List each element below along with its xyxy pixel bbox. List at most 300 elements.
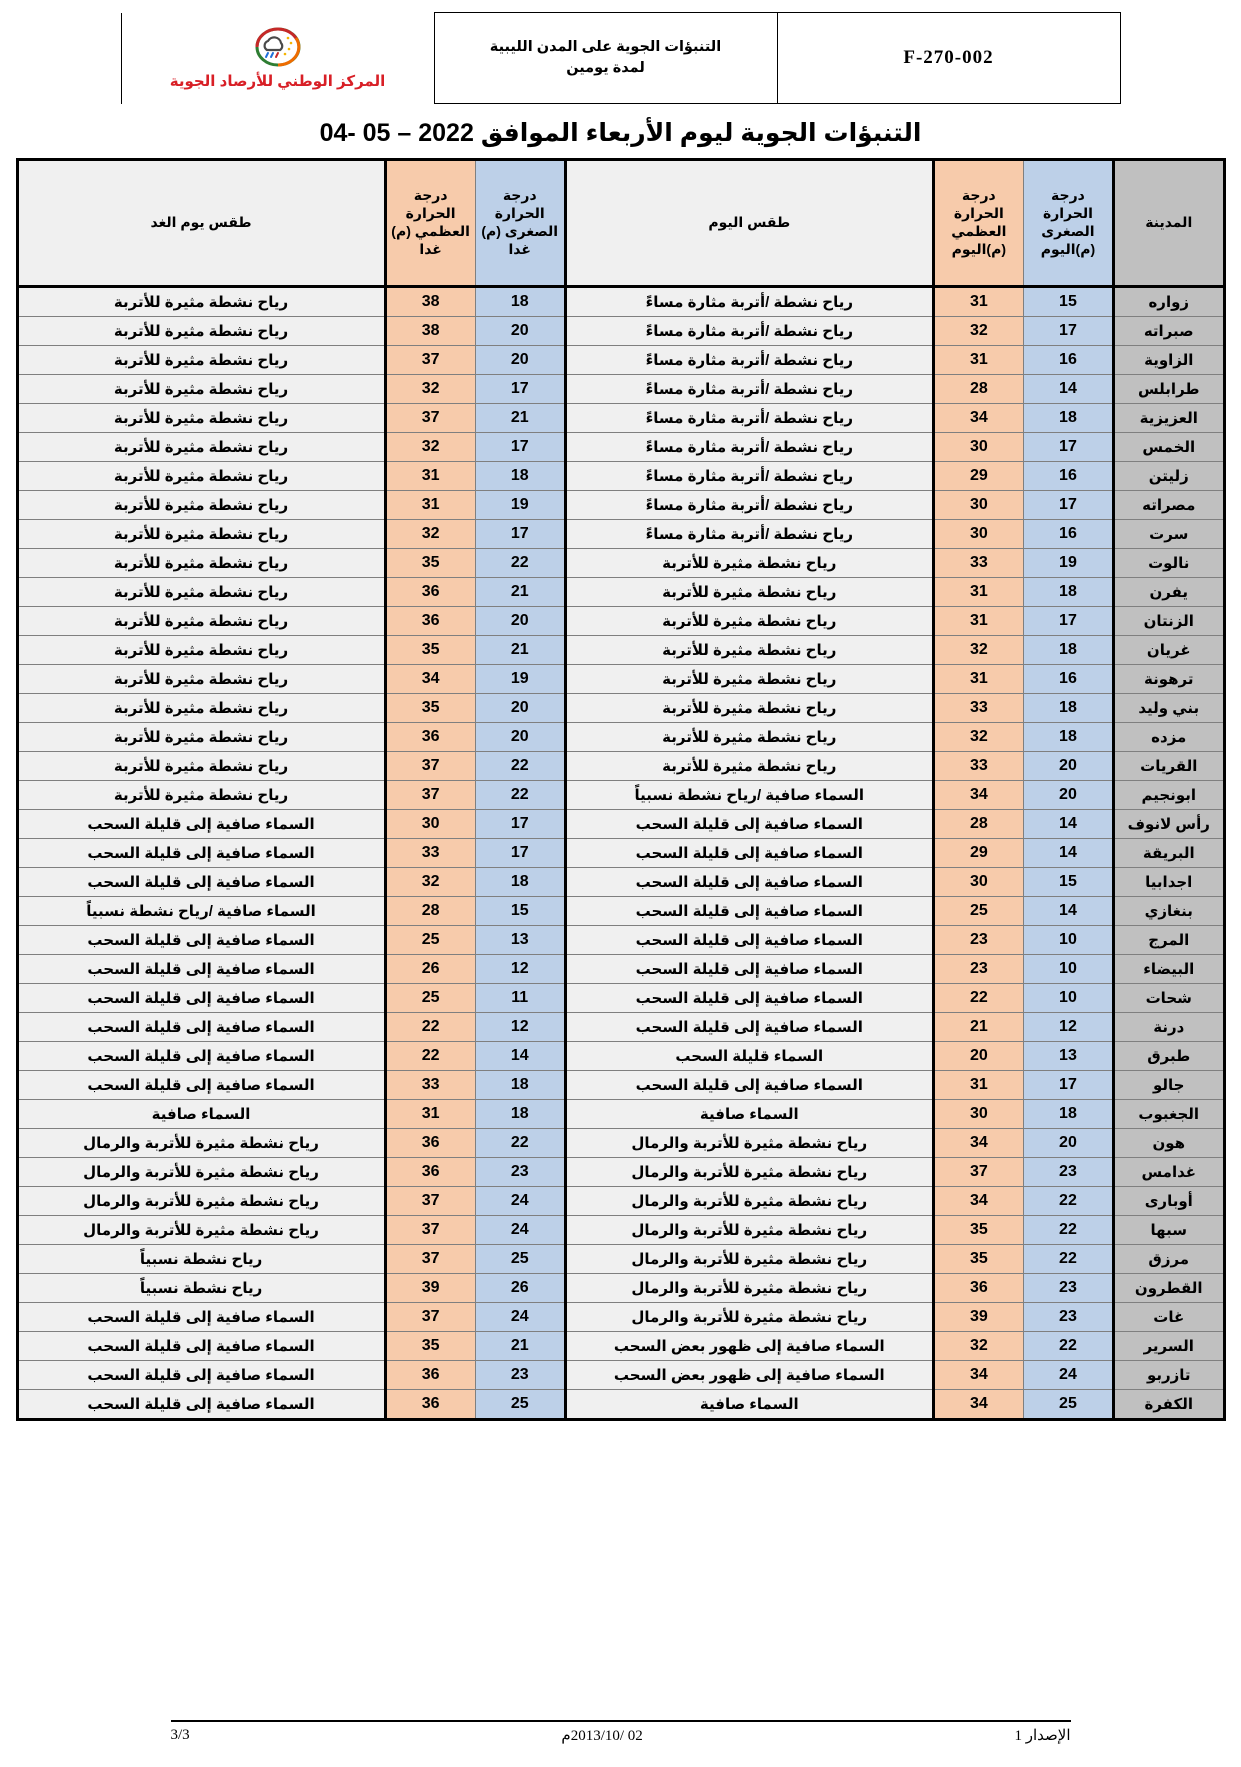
cell-max-temp-tomorrow: 32 bbox=[385, 433, 475, 462]
column-header-min-temp-tomorrow: درجة الحرارة الصغرى (م) غدا bbox=[475, 160, 565, 287]
table-row bbox=[17, 549, 1224, 578]
cell-max-temp-tomorrow: 36 bbox=[385, 1361, 475, 1390]
cell-min-temp-tomorrow: 13 bbox=[475, 926, 565, 955]
cell-weather-today: رياح نشطة مثيرة للأتربة والرمال bbox=[565, 1187, 933, 1216]
cell-city: القريات bbox=[1114, 752, 1225, 781]
cell-weather-tomorrow: رياح نشطة مثيرة للأتربة bbox=[17, 462, 385, 491]
table-row bbox=[17, 1216, 1224, 1245]
cell-min-temp-today: 22 bbox=[1023, 1332, 1113, 1361]
cell-max-temp-tomorrow: 22 bbox=[385, 1042, 475, 1071]
cell-weather-today: السماء صافية إلى قليلة السحب bbox=[565, 926, 933, 955]
cell-min-temp-tomorrow: 21 bbox=[475, 578, 565, 607]
cell-max-temp-today: 32 bbox=[933, 723, 1023, 752]
cell-max-temp-today: 31 bbox=[933, 607, 1023, 636]
table-row bbox=[17, 1245, 1224, 1274]
cell-min-temp-tomorrow: 17 bbox=[475, 375, 565, 404]
table-row bbox=[17, 1071, 1224, 1100]
cell-min-temp-today: 18 bbox=[1023, 723, 1113, 752]
cell-min-temp-tomorrow: 20 bbox=[475, 607, 565, 636]
cell-min-temp-tomorrow: 18 bbox=[475, 1071, 565, 1100]
cell-max-temp-tomorrow: 36 bbox=[385, 1129, 475, 1158]
cell-max-temp-tomorrow: 33 bbox=[385, 839, 475, 868]
cell-city: يفرن bbox=[1114, 578, 1225, 607]
cell-min-temp-tomorrow: 15 bbox=[475, 897, 565, 926]
cell-weather-tomorrow: رياح نشطة نسبياً bbox=[17, 1274, 385, 1303]
cell-max-temp-today: 34 bbox=[933, 1187, 1023, 1216]
cell-min-temp-today: 16 bbox=[1023, 665, 1113, 694]
cell-max-temp-today: 39 bbox=[933, 1303, 1023, 1332]
cell-min-temp-tomorrow: 24 bbox=[475, 1187, 565, 1216]
cell-min-temp-tomorrow: 18 bbox=[475, 868, 565, 897]
cell-weather-today: رياح نشطة /أتربة مثارة مساءً bbox=[565, 404, 933, 433]
cell-min-temp-tomorrow: 11 bbox=[475, 984, 565, 1013]
table-row bbox=[17, 1158, 1224, 1187]
cell-max-temp-tomorrow: 32 bbox=[385, 868, 475, 897]
cell-min-temp-today: 17 bbox=[1023, 607, 1113, 636]
table-row bbox=[17, 607, 1224, 636]
cell-weather-tomorrow: رياح نشطة مثيرة للأتربة bbox=[17, 491, 385, 520]
cell-weather-today: رياح نشطة مثيرة للأتربة والرمال bbox=[565, 1274, 933, 1303]
cell-max-temp-tomorrow: 31 bbox=[385, 1100, 475, 1129]
cell-weather-today: رياح نشطة مثيرة للأتربة bbox=[565, 549, 933, 578]
cell-weather-today: رياح نشطة مثيرة للأتربة والرمال bbox=[565, 1245, 933, 1274]
cell-max-temp-tomorrow: 35 bbox=[385, 549, 475, 578]
cell-min-temp-tomorrow: 24 bbox=[475, 1303, 565, 1332]
cell-weather-today: رياح نشطة مثيرة للأتربة bbox=[565, 636, 933, 665]
table-row bbox=[17, 810, 1224, 839]
cell-min-temp-today: 19 bbox=[1023, 549, 1113, 578]
weather-cloud-sun-logo-icon bbox=[255, 26, 301, 70]
cell-min-temp-tomorrow: 26 bbox=[475, 1274, 565, 1303]
cell-min-temp-today: 24 bbox=[1023, 1361, 1113, 1390]
cell-min-temp-tomorrow: 21 bbox=[475, 404, 565, 433]
cell-weather-tomorrow: رياح نشطة مثيرة للأتربة bbox=[17, 317, 385, 346]
cell-max-temp-today: 35 bbox=[933, 1245, 1023, 1274]
cell-city: غات bbox=[1114, 1303, 1225, 1332]
cell-weather-today: رياح نشطة مثيرة للأتربة bbox=[565, 665, 933, 694]
cell-city: سبها bbox=[1114, 1216, 1225, 1245]
footer-divider bbox=[171, 1720, 1071, 1722]
table-row bbox=[17, 462, 1224, 491]
cell-weather-today: رياح نشطة /أتربة مثارة مساءً bbox=[565, 375, 933, 404]
cell-city: الخمس bbox=[1114, 433, 1225, 462]
column-header-weather-tomorrow: طقس يوم الغد bbox=[17, 160, 385, 287]
cell-max-temp-today: 32 bbox=[933, 636, 1023, 665]
cell-city: البيضاء bbox=[1114, 955, 1225, 984]
cell-max-temp-tomorrow: 36 bbox=[385, 1390, 475, 1420]
cell-city: غدامس bbox=[1114, 1158, 1225, 1187]
cell-max-temp-today: 34 bbox=[933, 1129, 1023, 1158]
cell-min-temp-today: 23 bbox=[1023, 1274, 1113, 1303]
cell-max-temp-today: 32 bbox=[933, 1332, 1023, 1361]
cell-city: زليتن bbox=[1114, 462, 1225, 491]
cell-min-temp-today: 17 bbox=[1023, 1071, 1113, 1100]
cell-max-temp-today: 31 bbox=[933, 665, 1023, 694]
cell-weather-today: رياح نشطة /أتربة مثارة مساءً bbox=[565, 520, 933, 549]
cell-city: الكفرة bbox=[1114, 1390, 1225, 1420]
cell-city: اجدابيا bbox=[1114, 868, 1225, 897]
cell-weather-tomorrow: رياح نشطة مثيرة للأتربة bbox=[17, 752, 385, 781]
cell-max-temp-tomorrow: 36 bbox=[385, 723, 475, 752]
table-row bbox=[17, 404, 1224, 433]
header-description-cell bbox=[434, 13, 777, 104]
cell-min-temp-today: 10 bbox=[1023, 984, 1113, 1013]
table-row bbox=[17, 1013, 1224, 1042]
cell-max-temp-today: 34 bbox=[933, 404, 1023, 433]
cell-weather-tomorrow: رياح نشطة مثيرة للأتربة والرمال bbox=[17, 1158, 385, 1187]
cell-weather-today: رياح نشطة مثيرة للأتربة والرمال bbox=[565, 1216, 933, 1245]
table-row bbox=[17, 926, 1224, 955]
cell-max-temp-today: 30 bbox=[933, 1100, 1023, 1129]
cell-city: القطرون bbox=[1114, 1274, 1225, 1303]
cell-min-temp-today: 16 bbox=[1023, 520, 1113, 549]
cell-weather-today: رياح نشطة مثيرة للأتربة bbox=[565, 723, 933, 752]
cell-city: مرزق bbox=[1114, 1245, 1225, 1274]
cell-max-temp-tomorrow: 37 bbox=[385, 1187, 475, 1216]
cell-weather-tomorrow: رياح نشطة مثيرة للأتربة bbox=[17, 404, 385, 433]
cell-city: جالو bbox=[1114, 1071, 1225, 1100]
page-title-prefix: التنبؤات الجوية ليوم الأربعاء الموافق bbox=[480, 119, 922, 147]
table-row bbox=[17, 1332, 1224, 1361]
cell-weather-tomorrow: السماء صافية إلى قليلة السحب bbox=[17, 1071, 385, 1100]
cell-weather-tomorrow: رياح نشطة مثيرة للأتربة والرمال bbox=[17, 1129, 385, 1158]
cell-min-temp-tomorrow: 17 bbox=[475, 520, 565, 549]
cell-weather-tomorrow: السماء صافية إلى قليلة السحب bbox=[17, 1332, 385, 1361]
cell-city: بنغازي bbox=[1114, 897, 1225, 926]
cell-weather-today: رياح نشطة مثيرة للأتربة والرمال bbox=[565, 1129, 933, 1158]
cell-weather-tomorrow: رياح نشطة نسبياً bbox=[17, 1245, 385, 1274]
cell-min-temp-today: 17 bbox=[1023, 491, 1113, 520]
table-row bbox=[17, 984, 1224, 1013]
cell-weather-tomorrow: رياح نشطة مثيرة للأتربة bbox=[17, 549, 385, 578]
document-footer bbox=[171, 1720, 1071, 1745]
table-row bbox=[17, 1187, 1224, 1216]
cell-max-temp-tomorrow: 36 bbox=[385, 1158, 475, 1187]
page-title-date: 04- 05 – 2022 bbox=[319, 119, 474, 147]
cell-max-temp-tomorrow: 36 bbox=[385, 578, 475, 607]
column-header-min-temp-today: درجة الحرارة الصغرى (م)اليوم bbox=[1023, 160, 1113, 287]
cell-min-temp-today: 10 bbox=[1023, 955, 1113, 984]
cell-min-temp-today: 17 bbox=[1023, 433, 1113, 462]
cell-min-temp-today: 12 bbox=[1023, 1013, 1113, 1042]
table-row bbox=[17, 491, 1224, 520]
cell-max-temp-today: 34 bbox=[933, 1361, 1023, 1390]
column-header-weather-today: طقس اليوم bbox=[565, 160, 933, 287]
cell-weather-tomorrow: السماء صافية إلى قليلة السحب bbox=[17, 1303, 385, 1332]
cell-min-temp-tomorrow: 20 bbox=[475, 346, 565, 375]
table-row bbox=[17, 1129, 1224, 1158]
cell-min-temp-tomorrow: 22 bbox=[475, 1129, 565, 1158]
cell-max-temp-today: 22 bbox=[933, 984, 1023, 1013]
cell-city: الجغبوب bbox=[1114, 1100, 1225, 1129]
cell-min-temp-tomorrow: 22 bbox=[475, 549, 565, 578]
cell-city: ابونجيم bbox=[1114, 781, 1225, 810]
cell-min-temp-today: 20 bbox=[1023, 781, 1113, 810]
cell-weather-today: السماء صافية /رياح نشطة نسبياً bbox=[565, 781, 933, 810]
cell-weather-tomorrow: رياح نشطة مثيرة للأتربة bbox=[17, 433, 385, 462]
forecast-table bbox=[16, 158, 1226, 1421]
cell-city: درنة bbox=[1114, 1013, 1225, 1042]
form-code-cell bbox=[777, 13, 1120, 104]
table-row bbox=[17, 1361, 1224, 1390]
cell-max-temp-tomorrow: 32 bbox=[385, 520, 475, 549]
cell-weather-today: رياح نشطة /أتربة مثارة مساءً bbox=[565, 433, 933, 462]
cell-weather-today: السماء صافية إلى قليلة السحب bbox=[565, 839, 933, 868]
cell-weather-tomorrow: رياح نشطة مثيرة للأتربة bbox=[17, 346, 385, 375]
table-row bbox=[17, 346, 1224, 375]
cell-max-temp-tomorrow: 28 bbox=[385, 897, 475, 926]
table-row bbox=[17, 665, 1224, 694]
table-row bbox=[17, 781, 1224, 810]
cell-city: السرير bbox=[1114, 1332, 1225, 1361]
cell-min-temp-today: 14 bbox=[1023, 839, 1113, 868]
cell-city: هون bbox=[1114, 1129, 1225, 1158]
cell-max-temp-today: 23 bbox=[933, 955, 1023, 984]
cell-city: طبرق bbox=[1114, 1042, 1225, 1071]
table-row bbox=[17, 752, 1224, 781]
cell-min-temp-tomorrow: 22 bbox=[475, 781, 565, 810]
cell-min-temp-tomorrow: 18 bbox=[475, 462, 565, 491]
cell-weather-tomorrow: السماء صافية bbox=[17, 1100, 385, 1129]
cell-weather-today: السماء صافية إلى ظهور بعض السحب bbox=[565, 1361, 933, 1390]
cell-city: زواره bbox=[1114, 287, 1225, 317]
cell-min-temp-today: 22 bbox=[1023, 1245, 1113, 1274]
table-row bbox=[17, 839, 1224, 868]
cell-weather-tomorrow: السماء صافية إلى قليلة السحب bbox=[17, 955, 385, 984]
cell-min-temp-today: 16 bbox=[1023, 346, 1113, 375]
cell-max-temp-today: 31 bbox=[933, 346, 1023, 375]
header-description-line2: لمدة يومين bbox=[566, 60, 645, 76]
cell-min-temp-tomorrow: 20 bbox=[475, 694, 565, 723]
cell-max-temp-tomorrow: 22 bbox=[385, 1013, 475, 1042]
cell-city: سرت bbox=[1114, 520, 1225, 549]
cell-min-temp-tomorrow: 23 bbox=[475, 1158, 565, 1187]
cell-max-temp-today: 34 bbox=[933, 1390, 1023, 1420]
cell-weather-tomorrow: رياح نشطة مثيرة للأتربة bbox=[17, 287, 385, 317]
organization-cell bbox=[121, 13, 434, 104]
cell-max-temp-today: 33 bbox=[933, 694, 1023, 723]
cell-min-temp-tomorrow: 17 bbox=[475, 433, 565, 462]
cell-min-temp-today: 20 bbox=[1023, 752, 1113, 781]
table-row bbox=[17, 433, 1224, 462]
table-row bbox=[17, 1303, 1224, 1332]
cell-city: بني وليد bbox=[1114, 694, 1225, 723]
cell-max-temp-tomorrow: 37 bbox=[385, 781, 475, 810]
cell-city: شحات bbox=[1114, 984, 1225, 1013]
table-row bbox=[17, 578, 1224, 607]
cell-weather-today: رياح نشطة مثيرة للأتربة bbox=[565, 578, 933, 607]
cell-weather-tomorrow: السماء صافية إلى قليلة السحب bbox=[17, 1042, 385, 1071]
cell-min-temp-today: 14 bbox=[1023, 897, 1113, 926]
table-row bbox=[17, 897, 1224, 926]
header-description-line1: التنبؤات الجوية على المدن الليبية bbox=[489, 38, 722, 55]
footer-date: 02 /2013/10م bbox=[561, 1728, 643, 1744]
cell-weather-tomorrow: رياح نشطة مثيرة للأتربة bbox=[17, 723, 385, 752]
cell-max-temp-tomorrow: 30 bbox=[385, 810, 475, 839]
cell-min-temp-today: 22 bbox=[1023, 1187, 1113, 1216]
cell-max-temp-tomorrow: 33 bbox=[385, 1071, 475, 1100]
cell-city: الزاوية bbox=[1114, 346, 1225, 375]
cell-weather-today: السماء صافية إلى قليلة السحب bbox=[565, 1013, 933, 1042]
cell-min-temp-today: 13 bbox=[1023, 1042, 1113, 1071]
cell-city: ترهونة bbox=[1114, 665, 1225, 694]
cell-min-temp-tomorrow: 20 bbox=[475, 723, 565, 752]
cell-city: غريان bbox=[1114, 636, 1225, 665]
cell-weather-tomorrow: رياح نشطة مثيرة للأتربة bbox=[17, 694, 385, 723]
table-row bbox=[17, 1100, 1224, 1129]
cell-max-temp-today: 33 bbox=[933, 752, 1023, 781]
table-row bbox=[17, 287, 1224, 317]
cell-min-temp-today: 18 bbox=[1023, 578, 1113, 607]
cell-max-temp-today: 29 bbox=[933, 839, 1023, 868]
cell-max-temp-today: 30 bbox=[933, 491, 1023, 520]
table-row bbox=[17, 1042, 1224, 1071]
header-row bbox=[17, 160, 1224, 287]
page-title bbox=[0, 118, 1241, 148]
cell-min-temp-tomorrow: 21 bbox=[475, 636, 565, 665]
cell-min-temp-today: 25 bbox=[1023, 1390, 1113, 1420]
cell-weather-tomorrow: رياح نشطة مثيرة للأتربة bbox=[17, 520, 385, 549]
cell-city: أوبارى bbox=[1114, 1187, 1225, 1216]
cell-max-temp-today: 28 bbox=[933, 375, 1023, 404]
cell-max-temp-tomorrow: 37 bbox=[385, 404, 475, 433]
cell-max-temp-tomorrow: 39 bbox=[385, 1274, 475, 1303]
cell-min-temp-tomorrow: 17 bbox=[475, 810, 565, 839]
cell-weather-today: رياح نشطة مثيرة للأتربة والرمال bbox=[565, 1158, 933, 1187]
cell-max-temp-tomorrow: 34 bbox=[385, 665, 475, 694]
cell-max-temp-today: 31 bbox=[933, 578, 1023, 607]
table-row bbox=[17, 636, 1224, 665]
cell-city: نالوت bbox=[1114, 549, 1225, 578]
table-row bbox=[17, 955, 1224, 984]
cell-min-temp-today: 23 bbox=[1023, 1158, 1113, 1187]
cell-min-temp-today: 10 bbox=[1023, 926, 1113, 955]
cell-min-temp-tomorrow: 18 bbox=[475, 1100, 565, 1129]
cell-min-temp-today: 14 bbox=[1023, 810, 1113, 839]
cell-city: البريقة bbox=[1114, 839, 1225, 868]
cell-min-temp-today: 18 bbox=[1023, 636, 1113, 665]
cell-max-temp-today: 34 bbox=[933, 781, 1023, 810]
cell-weather-today: السماء صافية bbox=[565, 1100, 933, 1129]
table-row bbox=[17, 317, 1224, 346]
cell-weather-today: رياح نشطة /أتربة مثارة مساءً bbox=[565, 491, 933, 520]
forecast-table-body bbox=[17, 287, 1224, 1420]
cell-city: مصراته bbox=[1114, 491, 1225, 520]
cell-max-temp-tomorrow: 35 bbox=[385, 636, 475, 665]
cell-weather-tomorrow: السماء صافية إلى قليلة السحب bbox=[17, 810, 385, 839]
cell-min-temp-today: 23 bbox=[1023, 1303, 1113, 1332]
cell-max-temp-today: 25 bbox=[933, 897, 1023, 926]
cell-weather-tomorrow: رياح نشطة مثيرة للأتربة والرمال bbox=[17, 1187, 385, 1216]
cell-city: صبراته bbox=[1114, 317, 1225, 346]
cell-min-temp-tomorrow: 18 bbox=[475, 287, 565, 317]
cell-min-temp-tomorrow: 12 bbox=[475, 1013, 565, 1042]
document-header bbox=[121, 12, 1121, 104]
cell-max-temp-tomorrow: 37 bbox=[385, 1245, 475, 1274]
cell-max-temp-today: 23 bbox=[933, 926, 1023, 955]
column-header-max-temp-tomorrow: درجة الحرارة العظمي (م) غدا bbox=[385, 160, 475, 287]
cell-city: طرابلس bbox=[1114, 375, 1225, 404]
cell-max-temp-tomorrow: 25 bbox=[385, 984, 475, 1013]
cell-min-temp-tomorrow: 23 bbox=[475, 1361, 565, 1390]
cell-min-temp-tomorrow: 21 bbox=[475, 1332, 565, 1361]
cell-max-temp-today: 30 bbox=[933, 433, 1023, 462]
cell-weather-tomorrow: السماء صافية إلى قليلة السحب bbox=[17, 868, 385, 897]
cell-min-temp-today: 18 bbox=[1023, 1100, 1113, 1129]
cell-weather-today: السماء قليلة السحب bbox=[565, 1042, 933, 1071]
table-row bbox=[17, 723, 1224, 752]
column-header-max-temp-today: درجة الحرارة العظمي (م)اليوم bbox=[933, 160, 1023, 287]
cell-weather-today: رياح نشطة /أتربة مثارة مساءً bbox=[565, 317, 933, 346]
cell-min-temp-today: 14 bbox=[1023, 375, 1113, 404]
cell-max-temp-tomorrow: 37 bbox=[385, 752, 475, 781]
cell-min-temp-today: 20 bbox=[1023, 1129, 1113, 1158]
cell-weather-today: رياح نشطة مثيرة للأتربة bbox=[565, 607, 933, 636]
cell-max-temp-today: 33 bbox=[933, 549, 1023, 578]
cell-city: مزده bbox=[1114, 723, 1225, 752]
table-row bbox=[17, 1390, 1224, 1420]
cell-city: المرج bbox=[1114, 926, 1225, 955]
cell-weather-today: رياح نشطة مثيرة للأتربة bbox=[565, 752, 933, 781]
cell-min-temp-today: 18 bbox=[1023, 694, 1113, 723]
cell-min-temp-today: 18 bbox=[1023, 404, 1113, 433]
cell-weather-today: رياح نشطة /أتربة مثارة مساءً bbox=[565, 287, 933, 317]
cell-weather-tomorrow: رياح نشطة مثيرة للأتربة bbox=[17, 578, 385, 607]
cell-max-temp-today: 30 bbox=[933, 868, 1023, 897]
cell-max-temp-today: 20 bbox=[933, 1042, 1023, 1071]
cell-max-temp-today: 31 bbox=[933, 287, 1023, 317]
cell-weather-today: السماء صافية إلى قليلة السحب bbox=[565, 1071, 933, 1100]
cell-max-temp-tomorrow: 31 bbox=[385, 462, 475, 491]
cell-weather-today: السماء صافية bbox=[565, 1390, 933, 1420]
cell-city: رأس لانوف bbox=[1114, 810, 1225, 839]
cell-min-temp-today: 22 bbox=[1023, 1216, 1113, 1245]
cell-min-temp-tomorrow: 25 bbox=[475, 1390, 565, 1420]
cell-weather-tomorrow: رياح نشطة مثيرة للأتربة bbox=[17, 665, 385, 694]
cell-weather-today: رياح نشطة /أتربة مثارة مساءً bbox=[565, 346, 933, 375]
cell-weather-tomorrow: السماء صافية إلى قليلة السحب bbox=[17, 1013, 385, 1042]
cell-weather-tomorrow: السماء صافية إلى قليلة السحب bbox=[17, 1390, 385, 1420]
cell-weather-today: السماء صافية إلى قليلة السحب bbox=[565, 955, 933, 984]
cell-min-temp-tomorrow: 12 bbox=[475, 955, 565, 984]
cell-max-temp-today: 35 bbox=[933, 1216, 1023, 1245]
cell-weather-today: رياح نشطة مثيرة للأتربة والرمال bbox=[565, 1303, 933, 1332]
cell-max-temp-tomorrow: 38 bbox=[385, 317, 475, 346]
cell-weather-tomorrow: رياح نشطة مثيرة للأتربة والرمال bbox=[17, 1216, 385, 1245]
cell-city: العزيزية bbox=[1114, 404, 1225, 433]
cell-max-temp-tomorrow: 35 bbox=[385, 1332, 475, 1361]
cell-max-temp-today: 21 bbox=[933, 1013, 1023, 1042]
cell-weather-today: السماء صافية إلى قليلة السحب bbox=[565, 897, 933, 926]
cell-min-temp-today: 15 bbox=[1023, 287, 1113, 317]
cell-min-temp-tomorrow: 22 bbox=[475, 752, 565, 781]
cell-max-temp-tomorrow: 35 bbox=[385, 694, 475, 723]
cell-city: تازربو bbox=[1114, 1361, 1225, 1390]
cell-max-temp-tomorrow: 36 bbox=[385, 607, 475, 636]
cell-weather-tomorrow: السماء صافية إلى قليلة السحب bbox=[17, 1361, 385, 1390]
cell-max-temp-today: 28 bbox=[933, 810, 1023, 839]
cell-weather-tomorrow: رياح نشطة مثيرة للأتربة bbox=[17, 375, 385, 404]
cell-max-temp-today: 31 bbox=[933, 1071, 1023, 1100]
table-row bbox=[17, 694, 1224, 723]
table-row bbox=[17, 868, 1224, 897]
cell-weather-tomorrow: السماء صافية إلى قليلة السحب bbox=[17, 984, 385, 1013]
footer-issue: الإصدار 1 bbox=[1014, 1728, 1071, 1744]
cell-weather-today: رياح نشطة مثيرة للأتربة bbox=[565, 694, 933, 723]
cell-max-temp-tomorrow: 31 bbox=[385, 491, 475, 520]
cell-max-temp-today: 29 bbox=[933, 462, 1023, 491]
cell-city: الزنتان bbox=[1114, 607, 1225, 636]
